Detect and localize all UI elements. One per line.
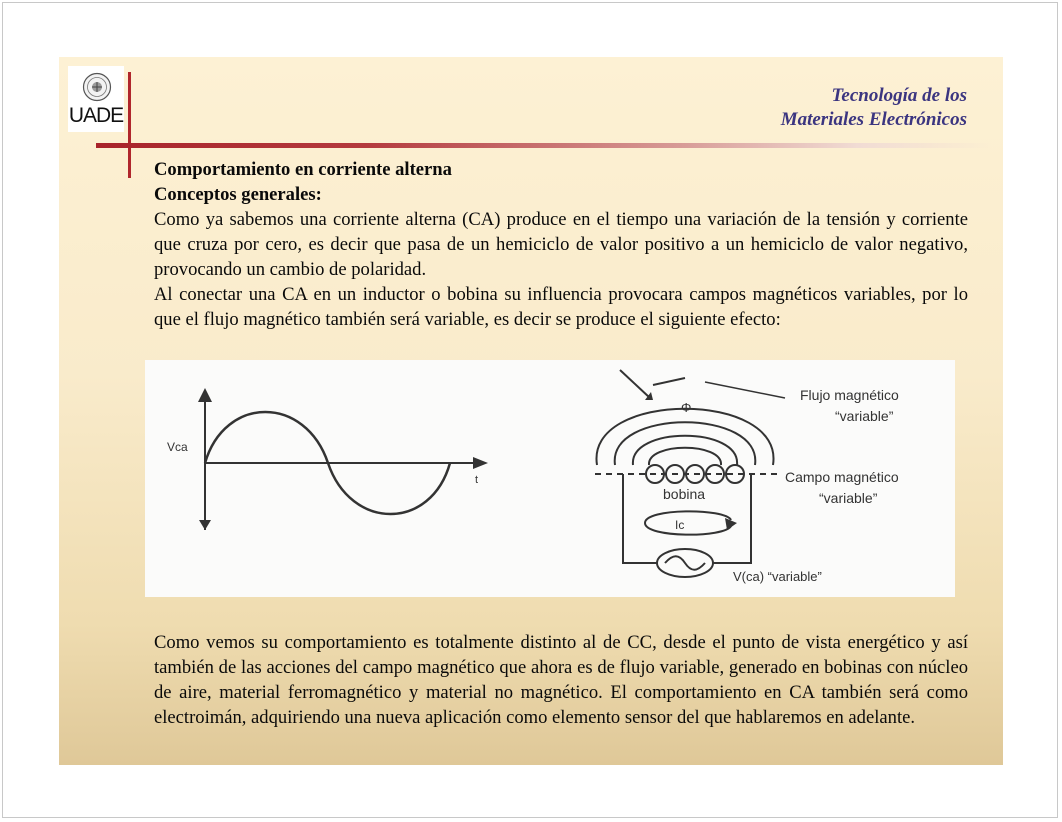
flux-line-1 bbox=[596, 409, 773, 465]
paragraph-1: Como ya sabemos una corriente alterna (CA) produce en el tiempo una variación de la tensión y corriente que cruza por cero, es decir que pasa de un hemiciclo de valor positivo a un hemiciclo de valor negativo, provocando un cambio de polaridad. bbox=[154, 209, 968, 280]
flux-label-line2: “variable” bbox=[835, 408, 894, 424]
section-subtitle: Conceptos generales: bbox=[154, 184, 322, 205]
x-axis-arrow-icon bbox=[473, 457, 488, 469]
flux-arrow-1 bbox=[620, 370, 650, 398]
flux-line-2 bbox=[615, 422, 756, 465]
university-seal-icon bbox=[82, 72, 112, 102]
flux-label-line1: Flujo magnético bbox=[800, 387, 899, 403]
field-label-line1: Campo magnético bbox=[785, 469, 899, 485]
figure-panel bbox=[145, 360, 955, 597]
coil-label: bobina bbox=[663, 486, 706, 502]
flux-label-leader bbox=[705, 382, 785, 398]
current-loop bbox=[645, 511, 731, 523]
course-title bbox=[781, 84, 967, 132]
header-vertical-rule bbox=[128, 72, 131, 178]
current-label: Ic bbox=[675, 518, 685, 532]
phi-label: Φ bbox=[681, 400, 692, 415]
y-axis-arrow-icon bbox=[198, 388, 212, 402]
sine-ylabel: Vca bbox=[167, 440, 188, 454]
ac-source-wave-icon bbox=[665, 556, 705, 570]
figure-svg bbox=[145, 360, 955, 597]
course-title-line2: Materiales Electrónicos bbox=[780, 109, 967, 130]
section-title: Comportamiento en corriente alterna bbox=[154, 159, 452, 180]
sine-wave-diagram bbox=[167, 388, 488, 530]
current-loop-lower bbox=[645, 523, 731, 535]
source-label: V(ca) “variable” bbox=[733, 569, 822, 584]
logo-text: UADE bbox=[68, 104, 124, 127]
y-axis-bottom-arrow-icon bbox=[199, 520, 211, 530]
coil-flux-diagram bbox=[595, 370, 899, 584]
flux-line-4 bbox=[649, 448, 721, 465]
paragraph-2: Al conectar una CA en un inductor o bobina su influencia provocara campos magnéticos variables, por lo que el flujo magnético también será variable, es decir se produce el siguiente efecto: bbox=[154, 284, 968, 330]
field-label-line2: “variable” bbox=[819, 490, 878, 506]
sine-xlabel: t bbox=[475, 474, 479, 486]
header-horizontal-rule bbox=[96, 143, 992, 148]
course-title-line1: Tecnología de los bbox=[831, 85, 967, 106]
slide-content bbox=[154, 157, 968, 332]
flux-arrow-2 bbox=[653, 378, 685, 385]
paragraph-3: Como vemos su comportamiento es totalmente distinto al de CC, desde el punto de vista energético y así también de las acciones del campo magnético que ahora es de flujo variable, generado en bobinas con núcleo de aire, material ferromagnético y material no magnético. El comportamiento en CA también será como electroimán, adquiriendo una nueva aplicación como elemento sensor del que hablaremos en adelante. bbox=[154, 631, 968, 728]
